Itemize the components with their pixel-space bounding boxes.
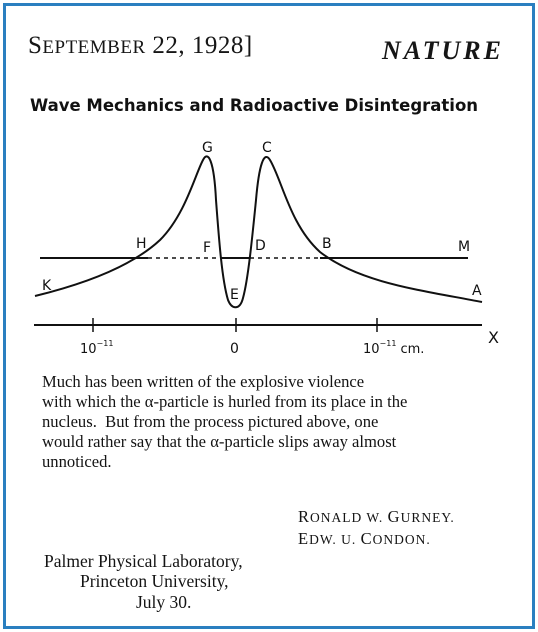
- paragraph-line: nucleus. But from the process pictured above, one: [42, 412, 379, 431]
- label-k: K: [42, 278, 52, 294]
- article-title: Wave Mechanics and Radioactive Disintegration: [30, 96, 479, 115]
- label-d: D: [255, 238, 266, 254]
- paragraph-line: with which the α-particle is hurled from its place in the: [42, 392, 408, 411]
- tick-label-left: $10^{-11}$: [80, 339, 114, 357]
- author-condon: EDW. U. CONDON.: [298, 529, 431, 548]
- label-x-axis: X: [488, 328, 499, 347]
- label-g: G: [202, 140, 213, 156]
- potential-curve: [35, 156, 482, 307]
- author-gurney: RONALD W. GURNEY.: [298, 507, 455, 526]
- label-a: A: [472, 283, 482, 299]
- tick-label-right: $10^{-11}$ cm.: [363, 339, 425, 357]
- paragraph-line: Much has been written of the explosive violence: [42, 372, 365, 391]
- paragraph-line: unnoticed.: [42, 452, 112, 471]
- address-line-date: July 30.: [136, 592, 192, 612]
- article-paragraph: [42, 372, 512, 472]
- label-e: E: [230, 287, 239, 303]
- paragraph-line: would rather say that the α-particle slips away almost: [42, 432, 397, 451]
- journal-name: NATURE: [381, 36, 504, 65]
- label-h: H: [136, 236, 147, 252]
- issue-date: SEPTEMBER 22, 1928]: [28, 32, 253, 59]
- label-b: B: [322, 236, 332, 252]
- label-m: M: [458, 239, 471, 255]
- label-c: C: [262, 140, 272, 156]
- label-f: F: [203, 240, 212, 256]
- address-line-university: Princeton University,: [80, 571, 229, 591]
- tick-label-center: 0: [230, 341, 239, 357]
- address-line-lab: Palmer Physical Laboratory,: [44, 551, 243, 571]
